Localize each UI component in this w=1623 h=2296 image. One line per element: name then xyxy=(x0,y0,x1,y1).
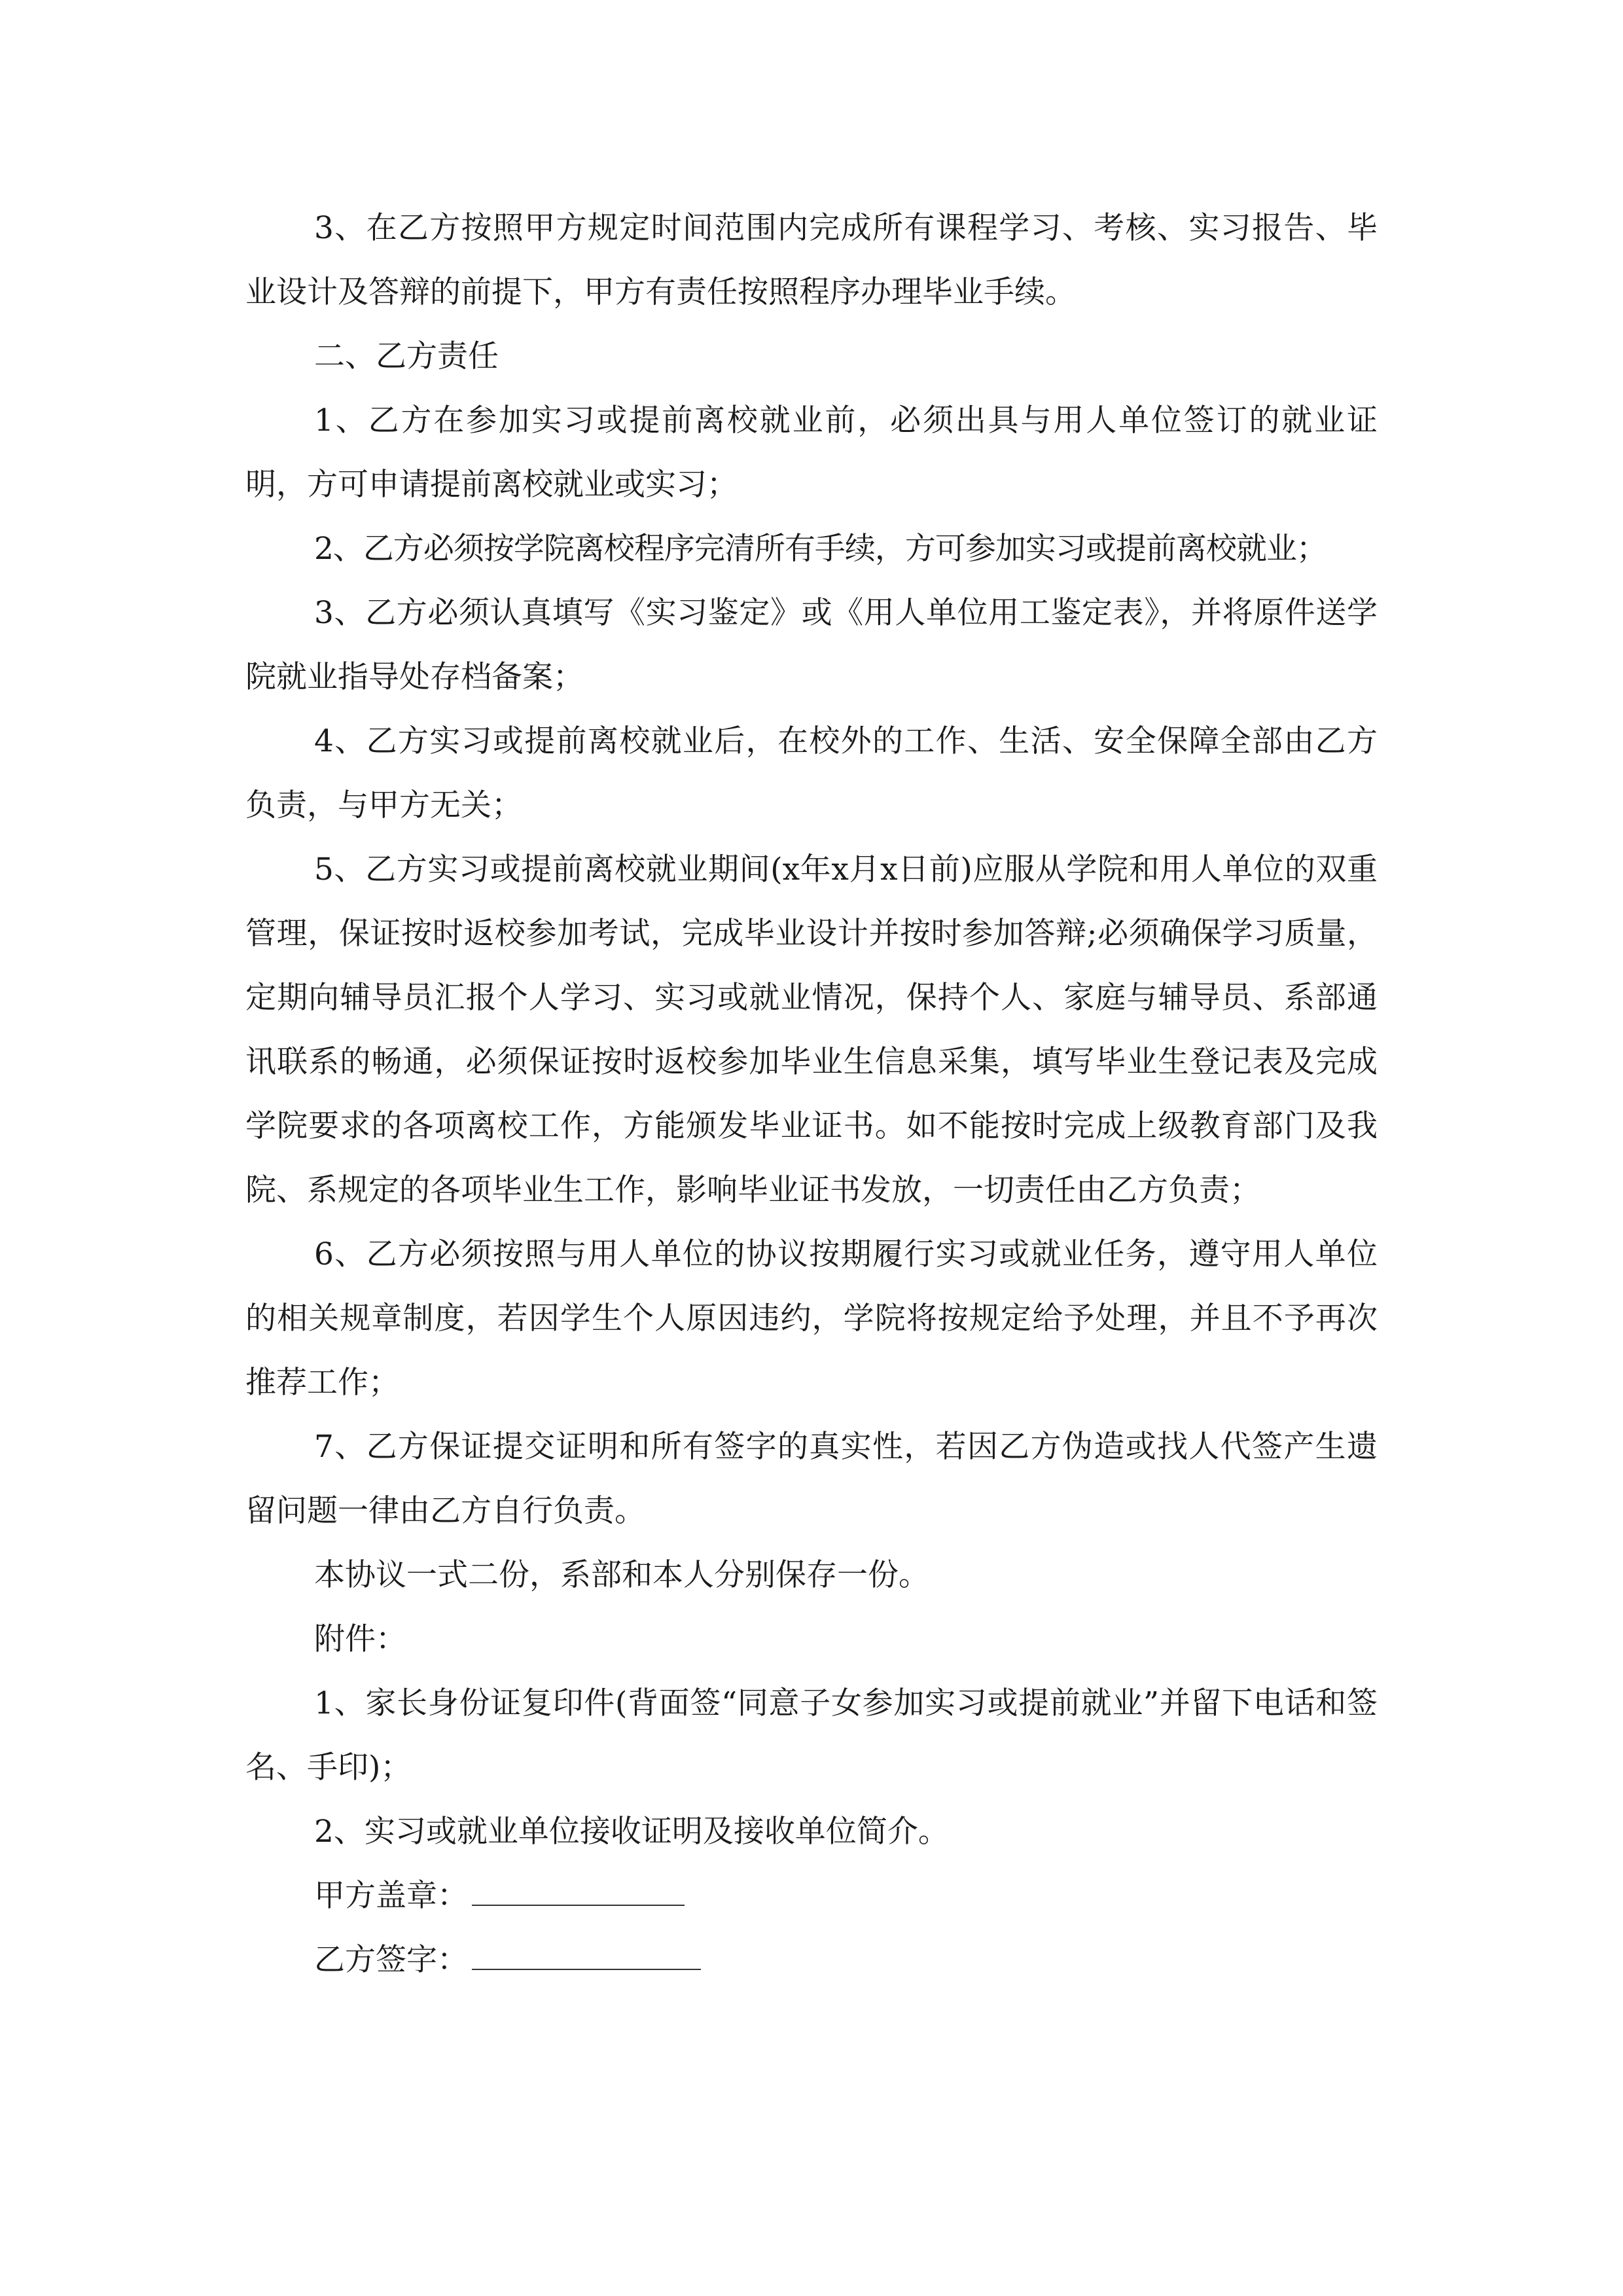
clause-b7: 7、乙方保证提交证明和所有签字的真实性，若因乙方伪造或找人代签产生遗留问题一律由乙方自行负责。 xyxy=(245,1429,1378,1529)
clause-b1: 1、乙方在参加实习或提前离校就业前，必须出具与用人单位签订的就业证明，方可申请提前离校就业或实习； xyxy=(245,403,1378,503)
party-a-seal-label: 甲方盖章： xyxy=(314,1878,468,1914)
clause-b4: 4、乙方实习或提前离校就业后，在校外的工作、生活、安全保障全部由乙方负责，与甲方无关； xyxy=(245,723,1378,823)
clause-b3: 3、乙方必须认真填写《实习鉴定》或《用人单位用工鉴定表》，并将原件送学院就业指导处存档备案； xyxy=(245,595,1378,695)
section-heading-party-b: 二、乙方责任 xyxy=(314,338,499,374)
clause-b5: 5、乙方实习或提前离校就业期间(x年x月x日前)应服从学院和用人单位的双重管理，保证按时返校参加考试，完成毕业设计并按时参加答辩;必须确保学习质量，定期向辅导员汇报个人学习、实习或就业情况，保持个人、家庭与辅导员、系部通讯联系的畅通，必须保证按时返校参加毕业生信息采集，填写毕业生登记表及完成学院要求的各项离校工作，方能颁发毕业证书。如不能按时完成上级教育部门及我院、系规定的各项毕业生工作，影响毕业证书发放，一切责任由乙方负责； xyxy=(245,852,1378,1208)
attachments-heading: 附件： xyxy=(314,1621,406,1657)
document-body xyxy=(245,196,1378,1992)
clause-a3: 3、在乙方按照甲方规定时间范围内完成所有课程学习、考核、实习报告、毕业设计及答辩的前提下，甲方有责任按照程序办理毕业手续。 xyxy=(245,210,1378,310)
party-b-sign-line xyxy=(245,1928,1378,1992)
clause-b2: 2、乙方必须按学院离校程序完清所有手续，方可参加实习或提前离校就业； xyxy=(314,531,1327,567)
party-b-sign-blank xyxy=(472,1943,701,1970)
clause-b6: 6、乙方必须按照与用人单位的协议按期履行实习或就业任务，遵守用人单位的相关规章制度，若因学生个人原因违约，学院将按规定给予处理，并且不予再次推荐工作； xyxy=(245,1236,1378,1401)
attachment-1: 1、家长身份证复印件(背面签“同意子女参加实习或提前就业”并留下电话和签名、手印)； xyxy=(245,1685,1378,1785)
party-a-seal-line xyxy=(245,1864,1378,1928)
attachment-2: 2、实习或就业单位接收证明及接收单位简介。 xyxy=(314,1814,949,1850)
party-b-sign-label: 乙方签字： xyxy=(314,1942,468,1978)
party-a-seal-blank xyxy=(472,1878,685,1906)
copies-note: 本协议一式二份，系部和本人分别保存一份。 xyxy=(314,1557,929,1593)
